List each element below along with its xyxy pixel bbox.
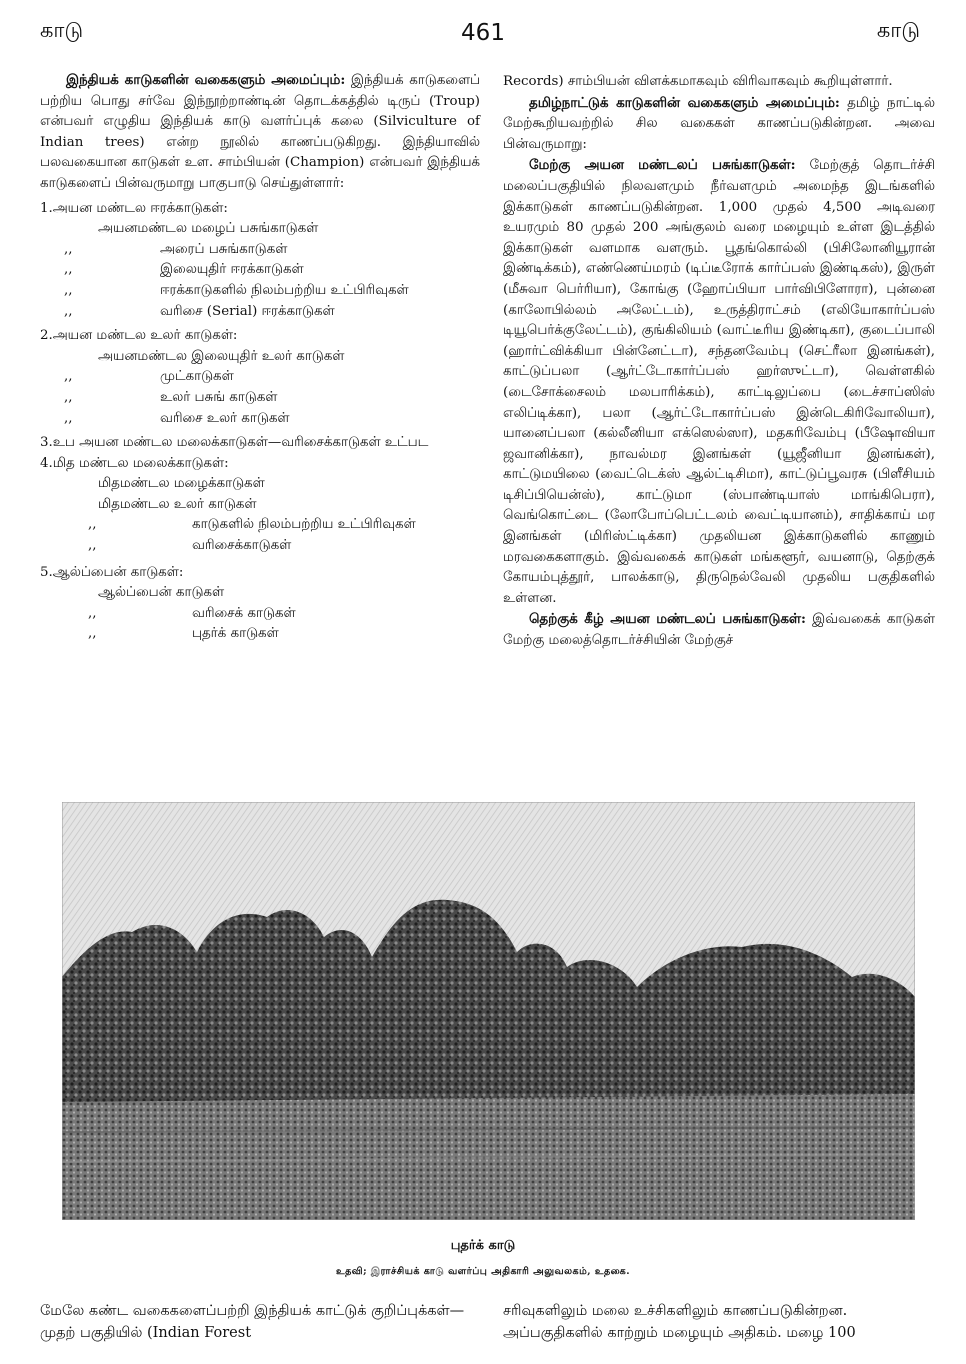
figure-credit: உதவி; இராச்சியக் காடு வளர்ப்பு அதிகாரி அலுவலகம், உதகை. — [335, 1266, 631, 1277]
list-number: 2. — [40, 328, 53, 344]
list-sub-lead: அயனமண்டல இலையுதிர் உலர் காடுகள் — [98, 348, 345, 364]
ditto-mark: ,, — [64, 303, 73, 319]
list-sub-lead: மிதமண்டல உலர் காடுகள் — [98, 496, 257, 512]
intro-paragraph — [40, 70, 480, 195]
section-body: தமிழ் நாட்டில் மேற்கூறியவற்றில் சில வகைகள் காணப்படுகின்றன. அவை பின்வருமாறு: — [503, 95, 935, 152]
list-sub: புதர்க் காடுகள் — [192, 626, 279, 642]
list-sub: அரைப் பசுங்காடுகள் — [160, 241, 288, 257]
section-heading: தெற்குக் கீழ் அயன மண்டலப் பசுங்காடுகள்: — [529, 611, 806, 628]
list-sub: வரிசை உலர் காடுகள் — [160, 410, 290, 426]
list-sub: ஈரக்காடுகளில் நிலம்பற்றிய உட்பிரிவுகள் — [160, 282, 409, 298]
tamilnadu-forests-paragraph — [503, 93, 935, 156]
list-title: அயன மண்டல உலர் காடுகள்: — [52, 328, 238, 344]
continued-paragraph: Records) சாம்பியன் விளக்கமாகவும் விரிவாகவும் கூறியுள்ளார். — [503, 74, 893, 89]
list-item-1 — [40, 199, 480, 323]
list-number: 4. — [40, 455, 53, 471]
bottom-right-paragraph: சரிவுகளிலும் மலை உச்சிகளிலும் காணப்படுகின்றன. அப்பகுதிகளில் காற்றும் மழையும் அதிகம். மழை 100 — [503, 1303, 856, 1341]
ditto-mark: ,, — [88, 538, 97, 554]
list-sub-lead: ஆல்ப்பைன் காடுகள் — [98, 585, 225, 601]
section-heading: மேற்கு அயன மண்டலப் பசுங்காடுகள்: — [529, 157, 796, 174]
southern-evergreen-paragraph — [503, 609, 935, 651]
list-sub: வரிசைக்காடுகள் — [192, 538, 292, 554]
section-body: இவ்வகைக் காடுகள் மேற்கு மலைத்தொடர்ச்சியின் மேற்குச் — [503, 612, 935, 649]
list-number: 3. — [40, 435, 53, 451]
western-evergreen-paragraph — [503, 155, 935, 609]
section-heading: தமிழ்நாட்டுக் காடுகளின் வகைகளும் அமைப்பும்: — [529, 94, 840, 111]
ditto-mark: ,, — [64, 241, 73, 257]
list-title: உப அயன மண்டல மலைக்காடுகள்—வரிசைக்காடுகள் உட்பட — [52, 435, 429, 451]
list-item-2 — [40, 326, 480, 429]
list-item-3 — [40, 433, 480, 454]
list-sub-lead: மிதமண்டல மழைக்காடுகள் — [98, 476, 265, 492]
bottom-left-text — [40, 1300, 480, 1344]
ditto-mark: ,, — [64, 262, 73, 278]
bottom-left-paragraph: மேலே கண்ட வகைகளைப்பற்றி இந்தியக் காட்டுக் குறிப்புக்கள்—முதற் பகுதியில் (Indian Forest — [40, 1303, 465, 1341]
list-sub: வரிசைக் காடுகள் — [192, 605, 296, 621]
list-sub: முட்காடுகள் — [160, 369, 234, 385]
bush-photo-icon — [62, 802, 915, 1220]
list-sub: வரிசை (Serial) ஈரக்காடுகள் — [160, 303, 335, 319]
section-body: மேற்குத் தொடர்ச்சி மலைப்பகுதியில் நிலவளமும் நீர்வளமும் அமைந்த இடங்களில் இக்காடுகள் காணப்படுகின்றன. 1,000 முதல் 4,500 அடிவரை உயரமும் 80 முதல் 200 அங்குலம் வரை மழையும் உள்ள இடத்தில் இக்காடுகள் வளமாக வளரும். பூதங்கொல்லி (பிசிலோனியூரான் இண்டிக்கம்), எண்ணெய்மரம் (டிப்டீரோக் கார்ப்பஸ் இண்டிகஸ்), இருள் (மீசுவா பெர்ரியா), கோங்கு (ஹோப்பியா பார்விபிளோரா), புன்னை (காலோபில்லம் அலேட்டம்), உருத்திராட்சம் (எலியோகார்ப்பஸ் டியூபெர்க்குலேட்டம்), குங்கிலியம் (வாட்டீரிய இண்டிகா), குடைப்பாலி (ஹார்ட்விக்கியா பின்னேட்டா), சந்தனவேம்பு (செட்ரீலா இனங்கள்), காட்டுப்பலா (ஆர்ட்டோகார்ப்பஸ் ஹர்ஸுட்டா), வெள்ளகில் (டைசோக்சைலம் மலபாரிக்கம்), காட்டிலுப்பை (டைச்சாப்ஸிஸ் எலிப்டிக்கா), பலா (ஆர்ட்டோகார்ப்பஸ் இன்டெகிரிவோலியா), யானைப்பலா (கல்லீனியா எக்ஸெல்ஸா), மதகரிவேம்பு (பீஷோவியா ஜவானிக்கா), நாவல்மர இனங்கள் (யூஜீனியா இனங்கள்), காட்டுமயிலை (வைட்டெக்ஸ் ஆல்ட்டிசிமா), காட்டுப்பூவரசு (பிளீசியம் டிசிப்பியென்ஸ்), காட்டுமா (ஸ்பாண்டியாஸ் மாங்கிபெரா), வெங்கொட்டை (லோபோப்பெட்டலம் வைட்டியானம்), சாதிக்காய் மர இனங்கள் (மிரிஸ்ட்டிக்கா) முதலியன இக்காடுகளில் காணும் மரவகைகளாகும். இவ்வகைக் காடுகள் மங்களூர், வயனாடு, தெற்குக் கோயம்புத்தூர், பாலக்காடு, திருநெல்வேலி முதலிய பகுதிகளில் உள்ளன. — [503, 158, 935, 606]
ditto-mark: ,, — [64, 389, 73, 405]
ditto-mark: ,, — [64, 410, 73, 426]
bottom-right-text — [503, 1300, 935, 1344]
left-column — [40, 70, 480, 645]
ditto-mark: ,, — [88, 626, 97, 642]
list-sub-lead: அயனமண்டல மழைப் பசுங்காடுகள் — [98, 221, 319, 237]
list-item-5 — [40, 563, 480, 645]
list-title: மித மண்டல மலைக்காடுகள்: — [52, 455, 229, 471]
running-header-left: காடு — [40, 18, 84, 42]
list-sub: உலர் பசுங் காடுகள் — [160, 389, 278, 405]
ditto-mark: ,, — [64, 369, 73, 385]
running-header-right: காடு — [876, 18, 920, 42]
page-number: 461 — [461, 20, 505, 46]
list-title: ஆல்ப்பைன் காடுகள்: — [52, 564, 184, 580]
right-column — [503, 72, 935, 652]
intro-body: இந்தியக் காடுகளைப் பற்றிய பொது சர்வே இந்நூற்றாண்டின் தொடக்கத்தில் டிருப் (Troup) என்பவர் எழுதிய இந்தியக் காடு வளர்ப்புக் கலை (Silviculture of Indian trees) என்ற நூலில் காணப்படுகிறது. இந்தியாவில் பலவகையான காடுகள் உள. சாம்பியன் (Champion) என்பவர் இந்தியக் காடுகளைப் பின்வருமாறு பாகுபாடு செய்துள்ளார்: — [40, 73, 480, 191]
list-number: 1. — [40, 200, 53, 216]
figure-caption: புதர்க் காடு — [450, 1238, 516, 1253]
list-item-4 — [40, 454, 480, 557]
ditto-mark: ,, — [88, 605, 97, 621]
ditto-mark: ,, — [64, 282, 73, 298]
list-title: அயன மண்டல ஈரக்காடுகள்: — [52, 200, 228, 216]
list-sub: இலையுதிர் ஈரக்காடுகள் — [160, 262, 304, 278]
intro-heading: இந்தியக் காடுகளின் வகைகளும் அமைப்பும்: — [66, 72, 346, 88]
list-sub: காடுகளில் நிலம்பற்றிய உட்பிரிவுகள் — [192, 517, 416, 533]
ditto-mark: ,, — [88, 517, 97, 533]
list-number: 5. — [40, 564, 53, 580]
